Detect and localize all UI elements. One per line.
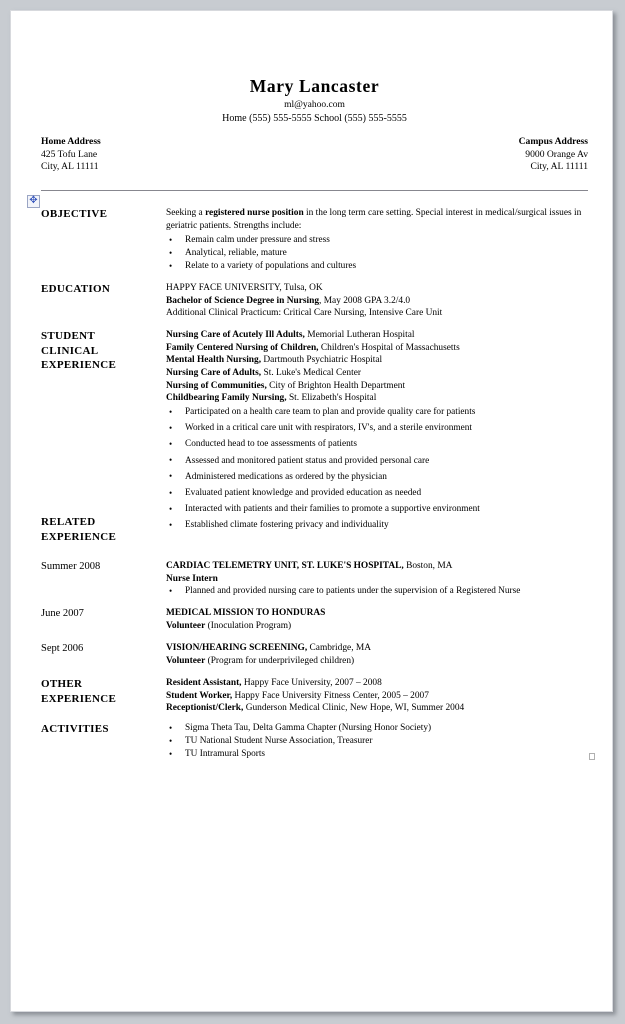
list-item: • Planned and provided nursing care to patients under the supervision of a Registered Nurse: [166, 585, 588, 598]
other-entry-title: Student Worker,: [166, 690, 233, 701]
list-item: • Assessed and monitored patient status and provided personal care: [166, 455, 588, 468]
other-entry: [166, 702, 588, 715]
campus-address: [519, 136, 588, 174]
other-entry-detail: Gunderson Medical Clinic, New Hope, WI, Summer 2004: [243, 703, 465, 713]
section-label-clinical-experience: [41, 329, 166, 373]
section-label-line2: EXPERIENCE: [41, 692, 117, 705]
clinical-course-site: Dartmouth Psychiatric Hospital: [261, 355, 383, 366]
clinical-course: [166, 329, 588, 342]
objective-intro-bold: registered nurse position: [205, 208, 304, 218]
related-entry-content: [166, 607, 588, 632]
related-entry-content: [166, 560, 588, 598]
clinical-course-name: Nursing Care of Acutely Ill Adults,: [166, 330, 305, 340]
header-divider: [41, 190, 588, 191]
activities-content: [166, 722, 588, 761]
related-entry-role-rest: (Inoculation Program): [205, 620, 292, 631]
education-school: HAPPY FACE UNIVERSITY, Tulsa, OK: [166, 283, 323, 293]
other-entry-detail: Happy Face University Fitness Center, 2005 – 2007: [232, 690, 429, 701]
related-entry-org: MEDICAL MISSION TO HONDURAS: [166, 608, 326, 618]
end-of-table-marker-icon: [589, 753, 595, 760]
clinical-course-site: St. Luke's Medical Center: [261, 367, 361, 378]
clinical-course: [166, 380, 588, 393]
activities-bullet-list: [166, 722, 588, 761]
clinical-course-name: Mental Health Nursing,: [166, 355, 262, 366]
objective-content: [166, 207, 588, 273]
related-entry-org-bold: CARDIAC TELEMETRY UNIT, ST. LUKE'S HOSPITAL,: [166, 561, 404, 571]
resume-header: [41, 76, 588, 125]
clinical-course: [166, 392, 588, 405]
related-entry: [41, 607, 588, 632]
objective-intro-post: in the long term care setting. Special interest in medical/surgical issues in geriatric patients. Strengths include:: [166, 208, 582, 231]
section-label-line2: CLINICAL: [41, 344, 99, 357]
clinical-course-site: Children's Hospital of Massachusetts: [318, 342, 460, 353]
section-label-related-experience: [41, 515, 166, 544]
clinical-course-site: City of Brighton Health Department: [266, 380, 406, 391]
other-entry-title: Resident Assistant,: [166, 678, 242, 688]
related-entry-date: Summer 2008: [41, 561, 101, 572]
section-label-line1: STUDENT: [41, 330, 96, 342]
section-label-line2: EXPERIENCE: [41, 530, 117, 543]
candidate-name: Mary Lancaster: [249, 76, 380, 96]
list-item: • Administered medications as ordered by the physician: [166, 471, 588, 484]
related-entry-role-bold: Volunteer: [166, 655, 206, 666]
objective-intro-pre: Seeking a: [166, 208, 206, 218]
section-label-line1: OTHER: [41, 678, 83, 690]
list-item: • Worked in a critical care unit with respirators, IV's, and a sterile environment: [166, 422, 588, 435]
education-degree-rest: , May 2008 GPA 3.2/4.0: [319, 295, 411, 306]
list-item: • Interacted with patients and their families to promote a supportive environment: [166, 503, 588, 516]
clinical-course: [166, 354, 588, 367]
related-entry-role: [166, 655, 588, 668]
home-address-line1: 425 Tofu Lane: [41, 148, 98, 160]
section-clinical-experience: [41, 329, 588, 405]
list-item: • Evaluated patient knowledge and provided education as needed: [166, 487, 588, 500]
document-page: [10, 10, 613, 1012]
related-entry-bullet-list: [166, 585, 588, 598]
other-experience-content: [166, 677, 588, 715]
resume-document: [11, 11, 614, 1013]
clinical-course-name: Nursing of Communities,: [166, 380, 267, 391]
section-label-line3: EXPERIENCE: [41, 359, 117, 372]
objective-bullet-list: [166, 234, 588, 273]
list-item: • TU National Student Nurse Association, Treasurer: [166, 735, 588, 748]
home-address-title: Home Address: [41, 136, 101, 147]
related-entry-org: [166, 642, 588, 655]
list-item: • Established climate fostering privacy and individuality: [166, 519, 588, 532]
related-entry: [41, 560, 588, 598]
list-item: • Analytical, reliable, mature: [166, 247, 588, 260]
education-practicum: Additional Clinical Practicum: Critical Care Nursing, Intensive Care Unit: [166, 308, 443, 318]
clinical-course-site: St. Elizabeth's Hospital: [286, 393, 377, 404]
clinical-content: [166, 329, 588, 405]
related-entry-date: Sept 2006: [41, 643, 84, 654]
clinical-course: [166, 342, 588, 355]
clinical-bullet-list: [166, 406, 588, 532]
other-entry-detail: Happy Face University, 2007 – 2008: [241, 678, 382, 688]
clinical-course-name: Family Centered Nursing of Children,: [166, 342, 319, 353]
list-item: • TU Intramural Sports: [166, 748, 588, 761]
education-degree: [166, 295, 588, 308]
section-related-experience: [41, 515, 588, 544]
candidate-phones: Home (555) 555-5555 School (555) 555-5555: [222, 112, 407, 124]
table-move-handle-icon[interactable]: ✥: [27, 195, 40, 208]
section-label-education: EDUCATION: [41, 283, 111, 295]
campus-address-line2: City, AL 11111: [530, 161, 588, 173]
clinical-course: [166, 367, 588, 380]
list-item: • Sigma Theta Tau, Delta Gamma Chapter (Nursing Honor Society): [166, 722, 588, 735]
clinical-course-name: Childbearing Family Nursing,: [166, 393, 287, 404]
home-address-line2: City, AL 11111: [41, 161, 99, 173]
section-activities: [41, 722, 588, 761]
related-entry-org-bold: VISION/HEARING SCREENING,: [166, 643, 308, 653]
clinical-course-name: Nursing Care of Adults,: [166, 367, 262, 378]
related-entry-date: June 2007: [41, 608, 84, 619]
related-entry-role-bold: Volunteer: [166, 620, 206, 631]
home-address: [41, 136, 101, 174]
section-label-line1: RELATED: [41, 516, 96, 528]
list-item: • Participated on a health care team to plan and provide quality care for patients: [166, 406, 588, 419]
related-entry-role-rest: (Program for underprivileged children): [205, 655, 355, 666]
candidate-email: ml@yahoo.com: [284, 100, 345, 110]
list-item: • Remain calm under pressure and stress: [166, 234, 588, 247]
section-label-activities: ACTIVITIES: [41, 723, 109, 735]
section-other-experience: [41, 677, 588, 715]
address-block: [41, 136, 588, 174]
related-entry-org-rest: Boston, MA: [403, 561, 453, 571]
objective-intro: [166, 207, 588, 232]
other-entry: [166, 690, 588, 703]
list-item: • Relate to a variety of populations and cultures: [166, 260, 588, 273]
related-entry: [41, 642, 588, 667]
list-item: • Conducted head to toe assessments of patients: [166, 438, 588, 451]
education-degree-bold: Bachelor of Science Degree in Nursing: [166, 295, 320, 306]
section-objective: [41, 207, 588, 273]
related-entry-org: [166, 560, 588, 573]
section-label-objective: OBJECTIVE: [41, 208, 108, 220]
other-entry: [166, 677, 588, 690]
education-content: [166, 282, 588, 320]
related-entry-role: [166, 620, 588, 633]
related-entry-content: [166, 642, 588, 667]
clinical-course-site: Memorial Lutheran Hospital: [304, 330, 415, 340]
section-label-other-experience: [41, 677, 166, 706]
campus-address-line1: 9000 Orange Av: [525, 148, 588, 160]
other-entry-title: Receptionist/Clerk,: [166, 703, 244, 713]
related-entry-role: Nurse Intern: [166, 573, 218, 584]
campus-address-title: Campus Address: [518, 136, 588, 147]
section-education: [41, 282, 588, 320]
related-entry-org-rest: Cambridge, MA: [307, 643, 371, 653]
